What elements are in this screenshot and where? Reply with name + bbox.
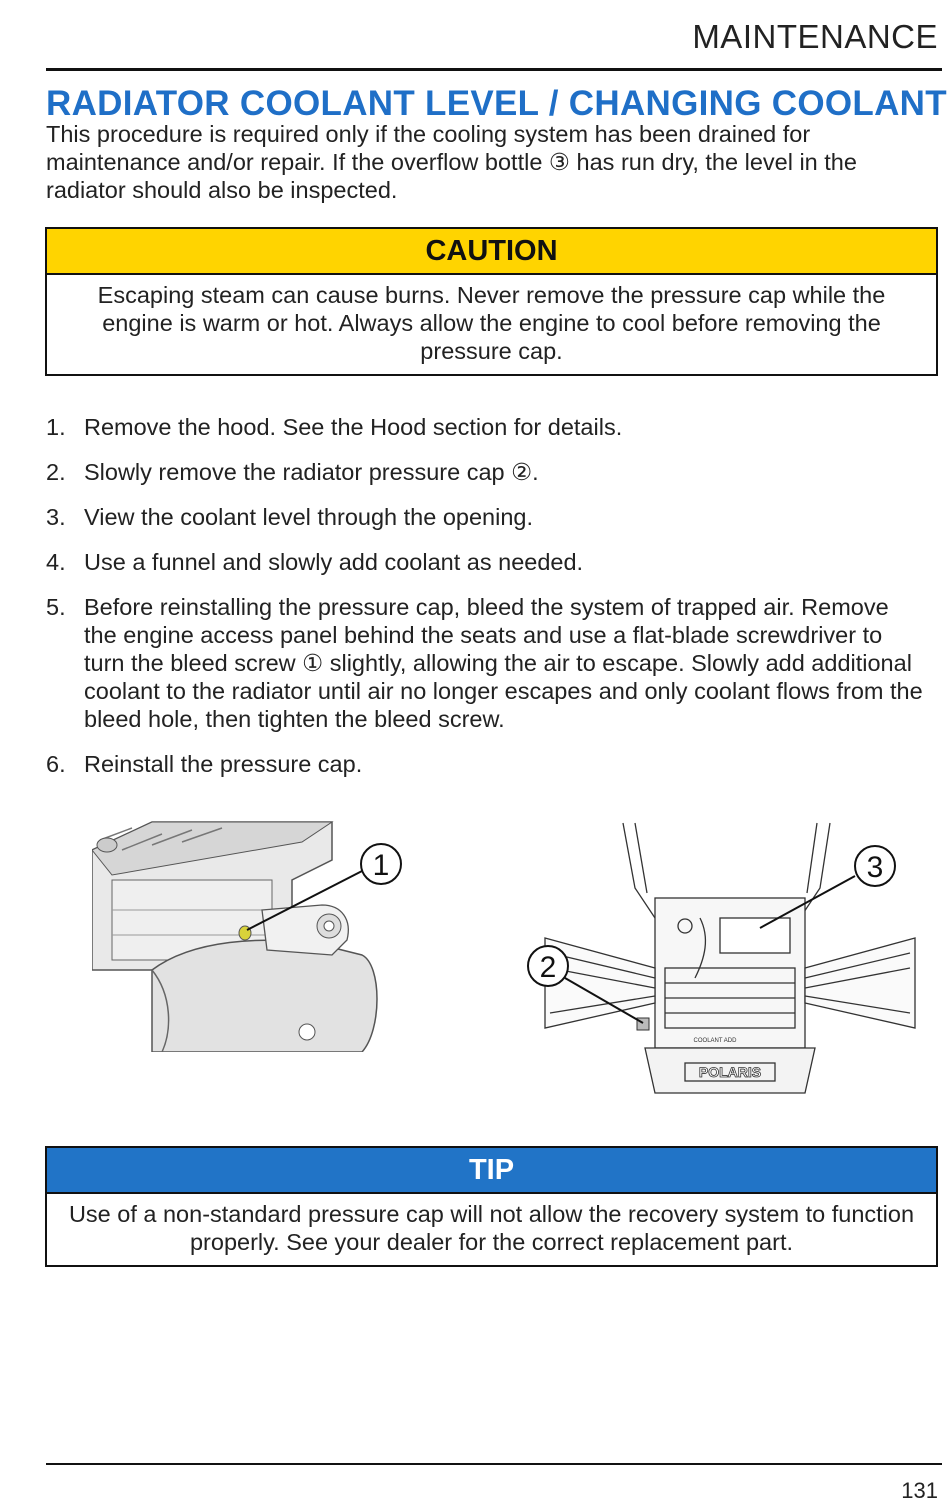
caution-box: [45, 227, 938, 376]
step-text: View the coolant level through the opening.: [84, 504, 534, 530]
intro-paragraph: This procedure is required only if the cooling system has been drained for maintenance and/or repair. If the overflow bottle ③ has run dry, the level in the radiator should also be inspected.: [46, 121, 857, 203]
caution-heading: CAUTION: [47, 229, 936, 275]
step-text: Before reinstalling the pressure cap, bleed the system of trapped air. Remove the engine access panel behind the seats and use a flat-blade screwdriver to turn the bleed screw ① slightly, allowing the air to escape. Slowly add additional coolant to the radiator until air no longer escapes and only coolant flows from the bleed hole, then tighten the bleed screw.: [84, 594, 923, 732]
step-item: [46, 750, 926, 778]
footer-divider: [46, 1463, 942, 1465]
step-text: Use a funnel and slowly add coolant as needed.: [84, 549, 584, 575]
step-item: [46, 458, 926, 486]
step-item: [46, 413, 926, 441]
radiator-front-figure: [505, 818, 930, 1096]
tip-box: [45, 1146, 938, 1267]
step-item: [46, 503, 926, 531]
tip-text: Use of a non-standard pressure cap will not allow the recovery system to function properly. See your dealer for the correct replacement part.: [68, 1201, 915, 1255]
tip-heading: TIP: [47, 1148, 936, 1194]
coolant-add-label: COOLANT ADD: [693, 1038, 737, 1044]
header-divider: [46, 68, 942, 71]
caution-text: Escaping steam can cause burns. Never remove the pressure cap while the engine is warm or hot. Always allow the engine to cool before removing the pressure cap.: [97, 282, 886, 364]
step-number: 1.: [46, 414, 66, 440]
step-text: Slowly remove the radiator pressure cap ②.: [84, 459, 539, 485]
step-item: [46, 593, 926, 733]
header-section-title: MAINTENANCE: [692, 18, 938, 55]
page-title: RADIATOR COOLANT LEVEL / CHANGING COOLANT: [46, 84, 947, 123]
callout-bleed-screw: 1: [372, 849, 390, 882]
step-item: [46, 548, 926, 576]
callout-overflow-bottle: 3: [866, 851, 884, 884]
step-text: Remove the hood. See the Hood section for details.: [84, 414, 623, 440]
polaris-logo-text: POLARIS: [698, 1064, 762, 1080]
step-number: 4.: [46, 549, 66, 575]
engine-bleed-screw-figure: [92, 820, 437, 1052]
callout-pressure-cap: 2: [539, 951, 557, 984]
step-text: Reinstall the pressure cap.: [84, 751, 363, 777]
step-number: 3.: [46, 504, 66, 530]
step-number: 6.: [46, 751, 66, 777]
page-number: 131: [901, 1478, 938, 1503]
procedure-steps: [46, 413, 926, 795]
step-number: 2.: [46, 459, 66, 485]
step-number: 5.: [46, 594, 66, 620]
